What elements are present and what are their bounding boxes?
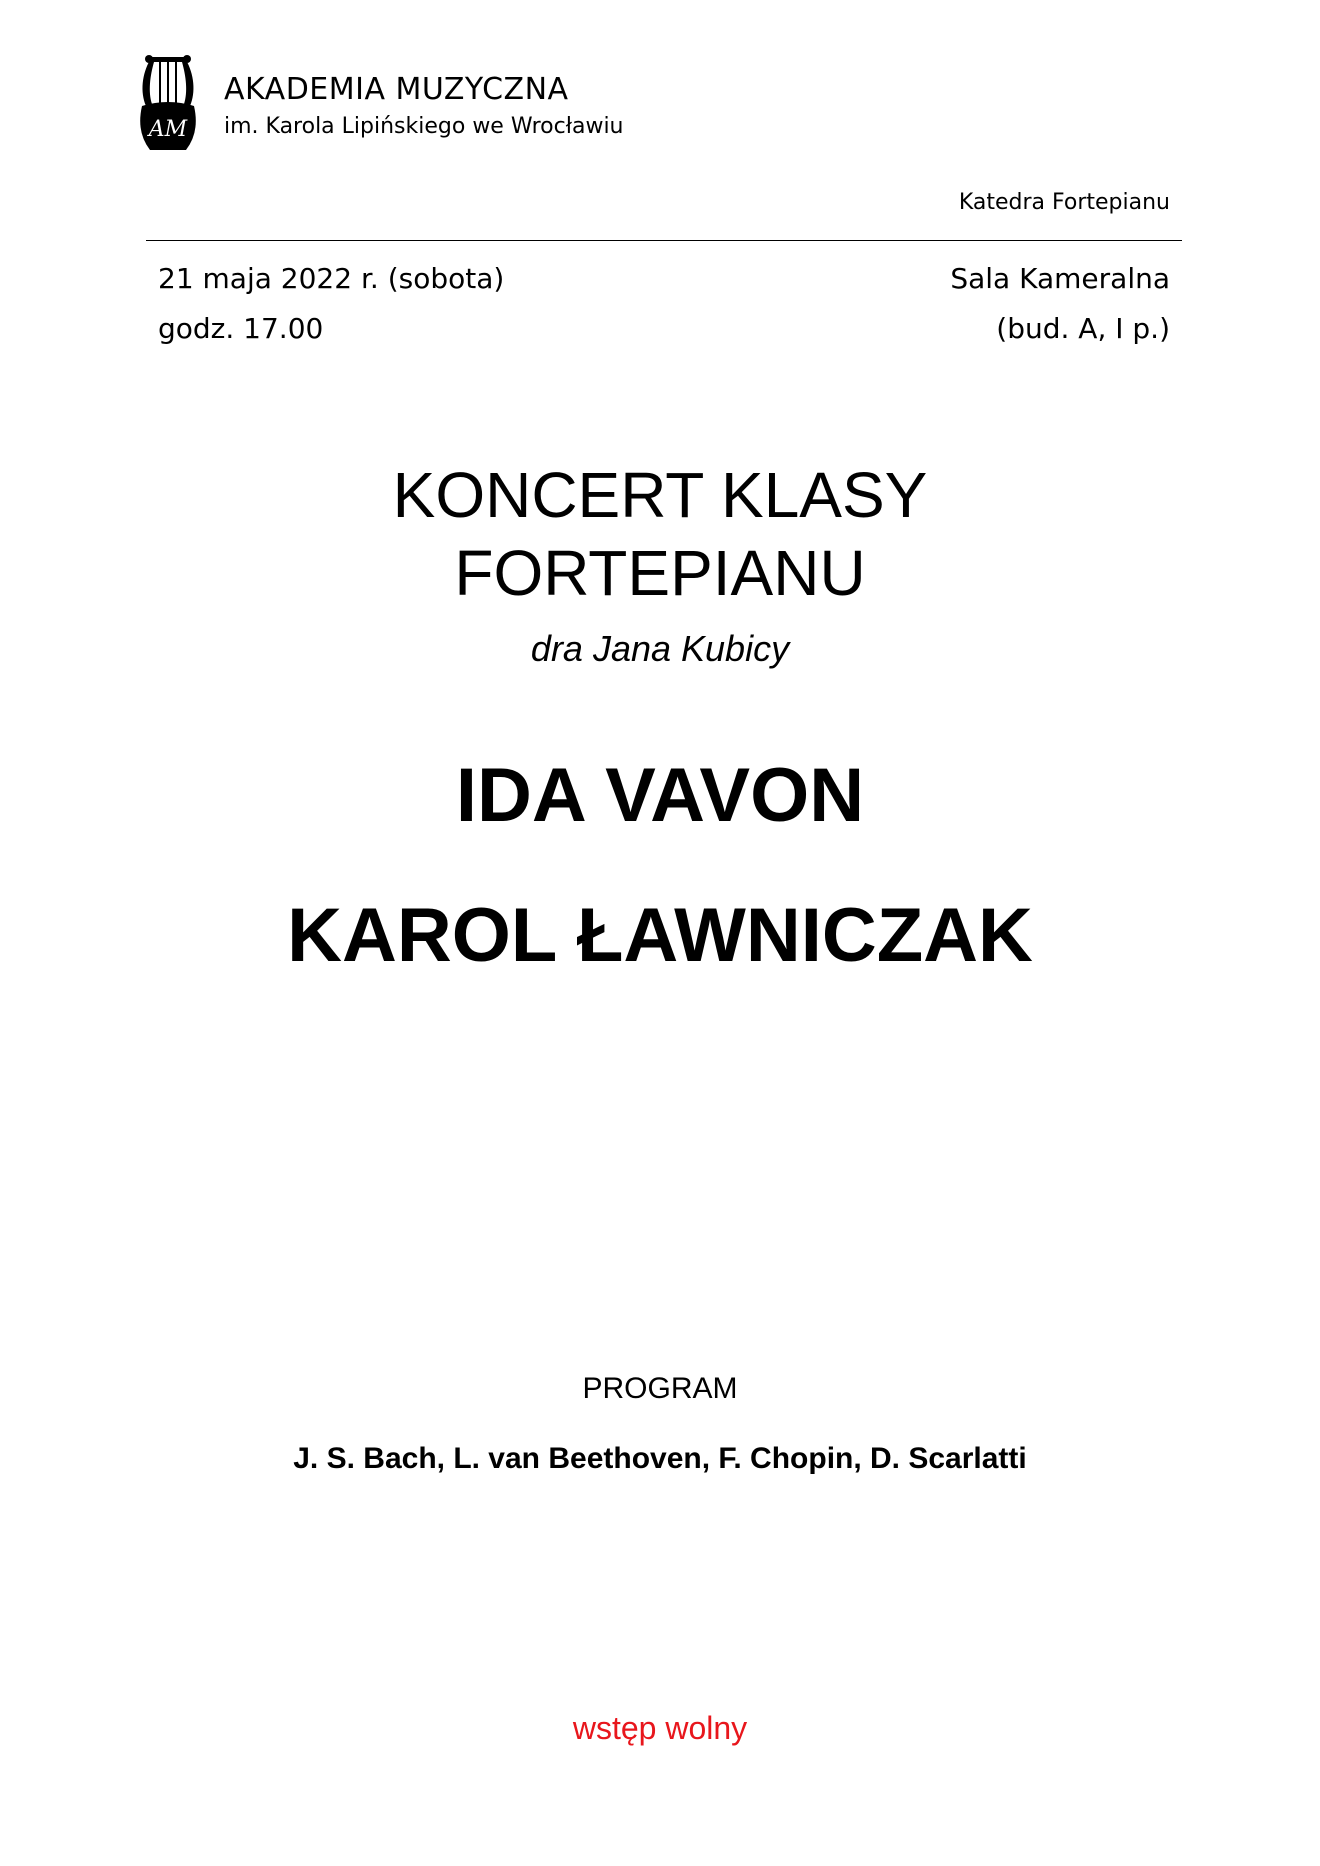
event-time: godz. 17.00 <box>158 312 324 345</box>
performer-name: KAROL ŁAWNICZAK <box>287 893 1033 978</box>
venue-detail: (bud. A, I p.) <box>996 312 1170 345</box>
concert-title-line2: FORTEPIANU <box>454 537 866 609</box>
event-venue <box>950 254 1170 354</box>
institution-subtitle: im. Karola Lipińskiego we Wrocławiu <box>224 114 624 139</box>
entry-note: wstęp wolny <box>572 1710 748 1746</box>
lyre-logo-icon <box>138 54 198 154</box>
event-datetime <box>158 254 504 354</box>
department-label: Katedra Fortepianu <box>958 190 1170 215</box>
concert-title <box>0 456 1320 612</box>
performer-name: IDA VAVON <box>455 753 865 838</box>
header-divider <box>146 240 1182 241</box>
svg-text:AM: AM <box>148 117 188 142</box>
venue-name: Sala Kameralna <box>950 262 1170 295</box>
program-heading: PROGRAM <box>582 1372 738 1405</box>
institution-name: AKADEMIA MUZYCZNA <box>224 72 569 107</box>
event-date: 21 maja 2022 r. (sobota) <box>158 262 505 295</box>
program-composers: J. S. Bach, L. van Beethoven, F. Chopin, D. Scarlatti <box>293 1442 1027 1475</box>
teacher-name: dra Jana Kubicy <box>530 628 790 669</box>
concert-title-line1: KONCERT KLASY <box>392 459 928 531</box>
